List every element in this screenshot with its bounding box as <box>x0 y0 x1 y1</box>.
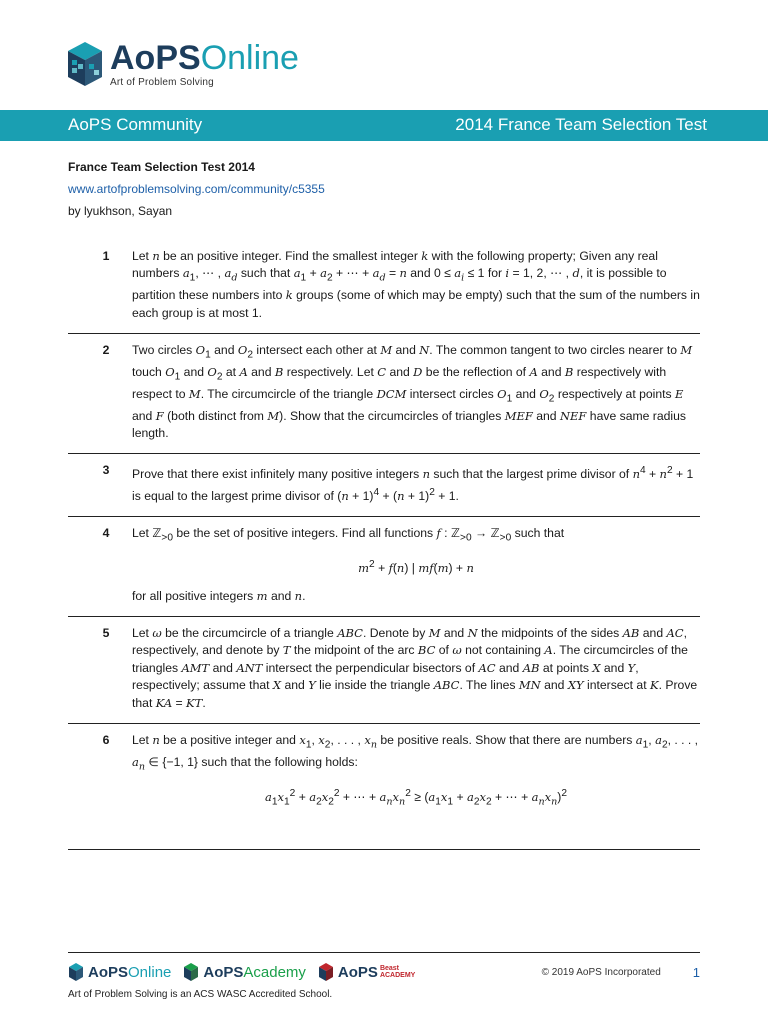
problem-text: Let n be an positive integer. Find the smallest integer k with the following property; Given any real numbers $a_1$, ⋯ , $a_d$ such that $a_1 + a_2$ + ⋯ + $a_d = n$ and $0 \le a_i \le 1$ for i = 1, 2, ⋯ , d, it is possible to partition these numbers into k groups (some of which may be empty) such that the sum of the numbers in each group is at most 1. <box>132 249 700 320</box>
footer-brand3-bold: AoPS <box>337 963 378 981</box>
contest-meta <box>68 156 325 222</box>
page-number: 1 <box>692 964 700 980</box>
problem-4 <box>68 525 700 617</box>
footer-brand-aops-academy[interactable] <box>183 962 306 982</box>
problem-5 <box>68 625 700 724</box>
contest-title: 2014 France Team Selection Test <box>455 115 707 134</box>
beast-academy-tag: Beast ACADEMY <box>379 965 416 979</box>
logo-subtitle: Art of Problem Solving <box>110 77 214 88</box>
aops-online-logo[interactable] <box>66 36 299 92</box>
problem-text: Let n be a positive integer and $x_1$, $x_2$, . . . , $x_n$ be positive reals. Show that there are numbers $a_1$, $a_2$, . . . , $a_n$ ∈ {−1, 1} such that the following holds: $a_1x_1^2 + a_2x_2^2$ + ⋯ + $a_nx_n^2 \ge (a_1x_1 + a_2x_2$ + ⋯ + $a_nx_n)^2$ <box>132 733 699 808</box>
page-footer <box>68 958 700 986</box>
beast-academy-logo-icon <box>318 962 334 982</box>
problem-text: Let ω be the circumcircle of a triangle ABC. Denote by M and N the midpoints of the sides AB and AC, respectively, and denote by T the midpoint of the arc BC of ω not containing A. The circumcircles of the triangles AMT and ANT intersect the perpendicular bisectors of AC and AB at points X and Y, respectively; assume that X and Y lie inside the triangle ABC. The lines MN and XY intersect at K. Prove that KA = KT. <box>132 626 698 710</box>
problem-text: Prove that there exist infinitely many positive integers n such that the largest prime divisor of $n^4 + n^2 + 1$ is equal to the largest prime divisor of $(n + 1)^4 + (n + 1)^2 + 1$. <box>132 465 694 503</box>
problem-number: 1 <box>102 249 110 263</box>
footer-brand1-bold: AoPS <box>88 963 129 981</box>
community-link[interactable]: www.artofproblemsolving.com/community/c5355 <box>68 182 325 196</box>
aops-cube-logo-icon <box>66 40 104 88</box>
meta-authors: by lyukhson, Sayan <box>68 204 173 218</box>
problem-number: 5 <box>102 626 110 641</box>
footer-divider <box>68 952 700 953</box>
copyright-text: © 2019 AoPS Incorporated <box>541 966 661 978</box>
problem-number: 6 <box>102 733 110 748</box>
header-banner <box>0 110 768 141</box>
problem-number: 4 <box>102 526 110 541</box>
community-label: AoPS Community <box>68 115 203 134</box>
logo-wordmark <box>110 40 299 76</box>
problem-text: Let ℤ$_{>0}$ be the set of positive integers. Find all functions f : ℤ$_{>0}$ → ℤ$_{>0}$ such that $m^2 + f(n)$ | mf(m) + n for all positive integers m and n. <box>132 526 565 603</box>
logo-brand-light: Online <box>200 39 299 77</box>
aops-academy-logo-icon <box>183 962 199 982</box>
problem-3 <box>68 462 700 517</box>
problem-list <box>68 248 700 858</box>
problem-number: 2 <box>102 343 110 358</box>
footer-brand-beast-academy[interactable] <box>318 962 415 982</box>
problem-1 <box>68 248 700 334</box>
meta-title: France Team Selection Test 2014 <box>68 160 255 174</box>
problem-2 <box>68 342 700 454</box>
footer-brand2-bold: AoPS <box>203 963 244 981</box>
footer-brand2-light: Academy <box>243 963 306 981</box>
problem-text: Two circles $O_1$ and $O_2$ intersect each other at M and N. The common tangent to two circles nearer to M touch $O_1$ and $O_2$ at A and B respectively. Let C and D be the reflection of A and B respectively with respect to M. The circumcircle of the triangle DCM intersect circles $O_1$ and $O_2$ respectively at points E and F (both distinct from M). Show that the circumcircles of triangles MEF and NEF have same radius length. <box>132 343 693 440</box>
accreditation-note: Art of Problem Solving is an ACS WASC Accredited School. <box>68 989 333 1000</box>
problem-number: 3 <box>102 463 110 478</box>
logo-brand-bold: AoPS <box>110 39 201 77</box>
aops-cube-logo-icon <box>68 962 84 982</box>
problem-6 <box>68 732 700 849</box>
footer-brand-aops-online[interactable] <box>68 962 171 982</box>
footer-brand1-light: Online <box>128 963 172 981</box>
